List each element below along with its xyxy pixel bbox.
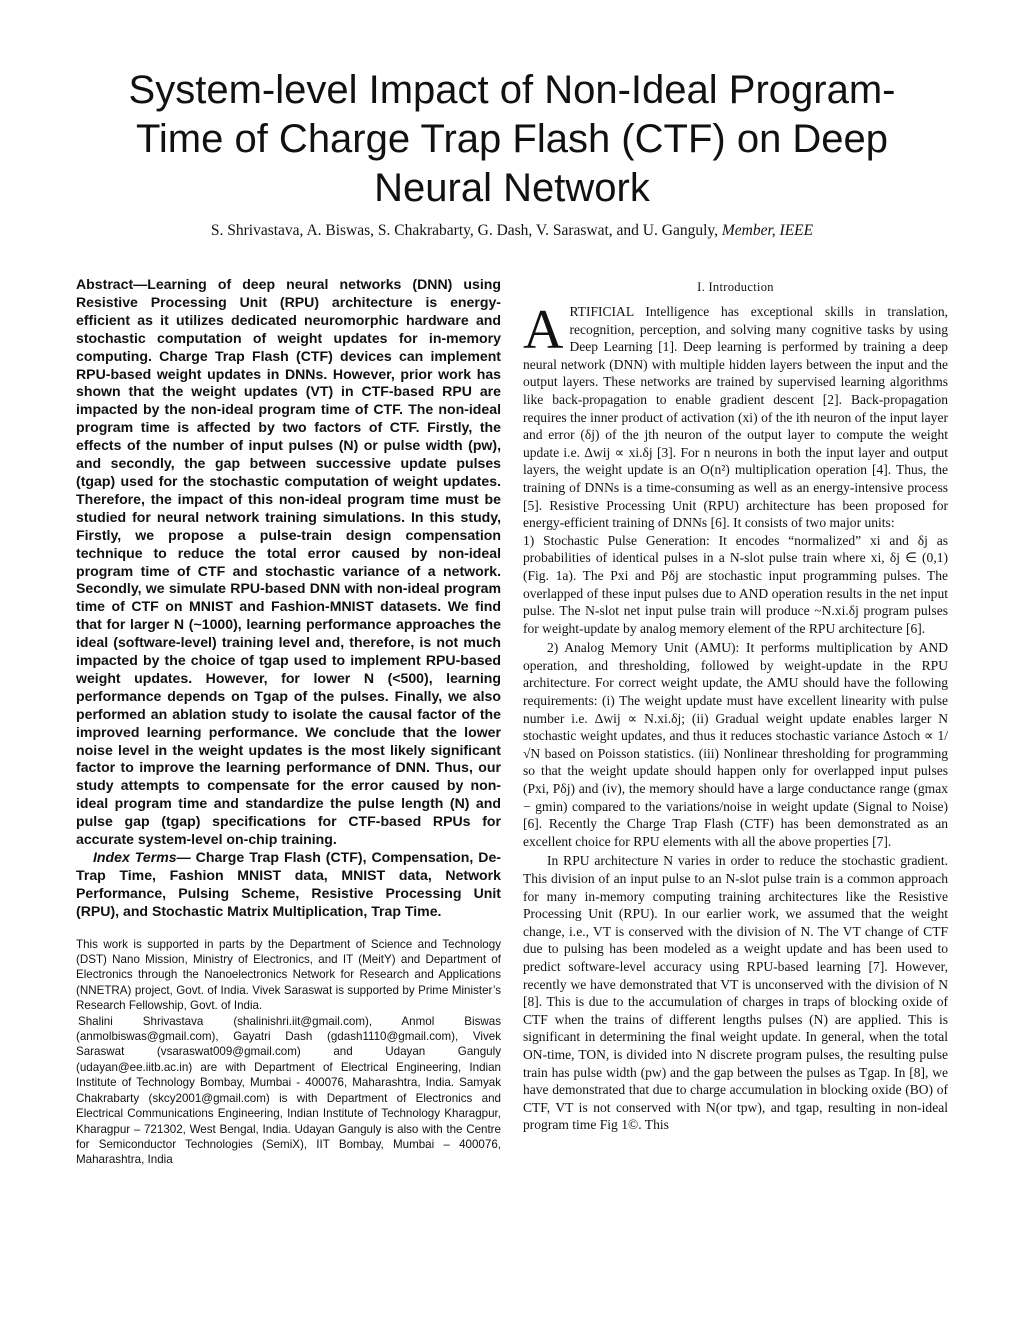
author-line: [90, 222, 934, 240]
intro-paragraph-3: 2) Analog Memory Unit (AMU): It performs multiplication by AND operation, and thresholding, followed by weight-update in the RPU architecture. For correct weight update, the AMU should have the following requirements: (i) The weight update must have excellent linearity with pulse number i.e. Δwij ∝ N.xi.δj; (ii) Gradual weight update enables larger N stochastic weight updates, and thus it reduces stochastic variance Δstoch ∝ 1/√N based on Poisson statistics. (iii) Nonlinear thresholding for programming so that the weight update should happen only for overlapped input pulses (Pxi, Pδj) and (iv), the memory should have a large conductance range (gmax − gmin) compared to the variations/noise in weight update (Signal to Noise) [6]. Recently the Charge Trap Flash (CTF) has been demonstrated as an excellent choice for RPU elements with all the above properties [7].: [523, 640, 948, 849]
funding-note: This work is supported in parts by the Department of Science and Technology (DST) Nano Mission, Ministry of Electronics, and IT (MeitY) and Department of Electronics through the Nanoelectronics Network for Research and Applications (NNETRA) project, Govt. of India. Vivek Saraswat is supported by Prime Minister’s Research Fellowship, Govt. of India.: [76, 937, 501, 1013]
index-terms: [76, 849, 501, 921]
right-column: [523, 280, 948, 1134]
abstract: Abstract—Learning of deep neural networks (DNN) using Resistive Processing Unit (RPU) architecture is energy-efficient as it utilizes dedicated neuromorphic hardware and stochastic computation of weight updates for in-memory computing. Charge Trap Flash (CTF) devices can implement RPU-based weight updates in DNNs. However, prior work has shown that the weight updates (VT) in CTF-based RPU are impacted by the non-ideal program time of CTF. The non-ideal program time is affected by two factors of CTF. Firstly, the effects of the number of input pulses (N) or pulse width (pw), and secondly, the gap between successive update pulses (tgap) used for the stochastic computation of weight updates. Therefore, the impact of this non-ideal program time must be studied for neural network training simulations. In this study, Firstly, we propose a pulse-train design compensation technique to reduce the total error caused by non-ideal program time of CTF and stochastic variance of a network. Secondly, we simulate RPU-based DNN with non-ideal program time of CTF on MNIST and Fashion-MNIST datasets. We find that for larger N (~1000), learning performance approaches the ideal (software-level) training level and, therefore, is not much impacted by the choice of tgap used to implement RPU-based weight updates. However, for lower N (<500), learning performance depends on Tgap of the pulses. Finally, we also performed an ablation study to isolate the causal factor of the improved learning performance. We conclude that the lower noise level in the weight updates is the most likely significant factor to improve the learning performance of DNN. Thus, our study attempts to compensate for the error caused by non-ideal program time and standardize the pulse length (N) and pulse gap (tgap) specifications for CTF-based RPUs for accurate system-level on-chip training.: [76, 276, 501, 848]
index-terms-list: — Charge Trap Flash (CTF), Compensation, De-Trap Time, Fashion MNIST data, MNIST data, Network Performance, Pulsing Scheme, Resistive Processing Unit (RPU), and Stochastic Matrix Multiplication, Trap Time.: [76, 849, 501, 919]
left-column: [76, 276, 501, 1168]
paper-title: System-level Impact of Non-Ideal Program-Time of Charge Trap Flash (CTF) on Deep Neural Network: [128, 68, 896, 210]
author-membership: Member, IEEE: [721, 222, 814, 239]
footnote: [76, 937, 501, 1168]
intro-paragraph-1: [523, 299, 948, 532]
author-list: S. Shrivastava, A. Biswas, S. Chakrabarty, G. Dash, V. Saraswat, and U. Ganguly,: [210, 222, 718, 239]
index-terms-label: Index Terms: [93, 849, 177, 865]
section-heading-introduction: I. Introduction: [697, 280, 774, 294]
intro-paragraph-2: 1) Stochastic Pulse Generation: It encodes “normalized” xi and δj as probabilities of identical pulses in a N-slot pulse train where xi, δj ∈ (0,1) (Fig. 1a). The Pxi and Pδj are stochastic input programming pulses. The overlapped of these input pulses due to AND operation results in the net input pulse. The N-slot net input pulse train will produce ~N.xi.δj program pulses for weight-update by analog memory element of the RPU architecture [6].: [523, 532, 948, 636]
drop-cap: A: [523, 299, 564, 361]
intro-paragraph-1-text: RTIFICIAL Intelligence has exceptional skills in translation, recognition, perception, and solving many cognitive tasks by using Deep Learning [1]. Deep learning is performed by training a deep neural network (DNN) with multiple hidden layers between the input and the output layers. These networks are trained by supervised learning algorithms like back-propagation to enable gradient descent [2]. Back-propagation requires the inner product of activation (xi) of the ith neuron of the input layer and error (δj) of the jth neuron of the output layer to compute the weight update i.e. Δwij ∝ xi.δj [3]. For n neurons in both the input layer and output layers, the weight update is an O(n²) multiplication operation [4]. Thus, the training of DNNs is a time-consuming as well as an energy-intensive process [5]. Resistive Processing Unit (RPU) architecture has been proposed for energy-efficient training of DNNs [6]. It consists of two major units:: [523, 304, 948, 531]
intro-paragraph-4: In RPU architecture N varies in order to reduce the stochastic gradient. This division of an input pulse to an N-slot pulse train is a common approach for many in-memory computing training architectures like the Resistive Processing Unit (RPU). In our earlier work, we assumed that the weight change, i.e., VT is conserved with the division of N. The VT change of CTF due to pulsing has been modeled as a weight update and has been used to predict software-level accuracy using RPU-based learning [7]. However, recently we have demonstrated that VT is unconserved with the division of N [8]. This is due to the accumulation of charges in traps of blocking oxide of CTF when the trains of different lengths pulses (N) are applied. This is significant in determining the final weight update. In general, when the total ON-time, TON, is divided into N discrete program pulses, the resulting pulse train has pulse width (pw) and the gap between the pulses as Tgap. In [8], we have demonstrated that due to charge accumulation in blocking oxide (BO) of CTF, VT is not conserved with N(or tpw), and tgap, resulting in non-ideal program time Fig 1©. This: [523, 853, 948, 1133]
affiliation-note: Shalini Shrivastava (shalinishri.iit@gmail.com), Anmol Biswas (anmolbiswas@gmail.com), Gayatri Dash (gdash1110@gmail.com), Vivek Saraswat (vsaraswat009@gmail.com) and Udayan Ganguly (udayan@ee.iitb.ac.in) are with Department of Electrical Engineering, Indian Institute of Technology Bombay, Mumbai - 400076, Maharashtra, India. Samyak Chakrabarty (skcy2001@gmail.com) is with Department of Electronics and Electrical Communications Engineering, Indian Institute of Technology Kharagpur, Kharagpur – 721302, West Bengal, India. Udayan Ganguly is also with the Centre for Semiconductor Technologies (SemiX), IIT Bombay, Mumbai – 400076, Maharashtra, India: [76, 1014, 501, 1167]
